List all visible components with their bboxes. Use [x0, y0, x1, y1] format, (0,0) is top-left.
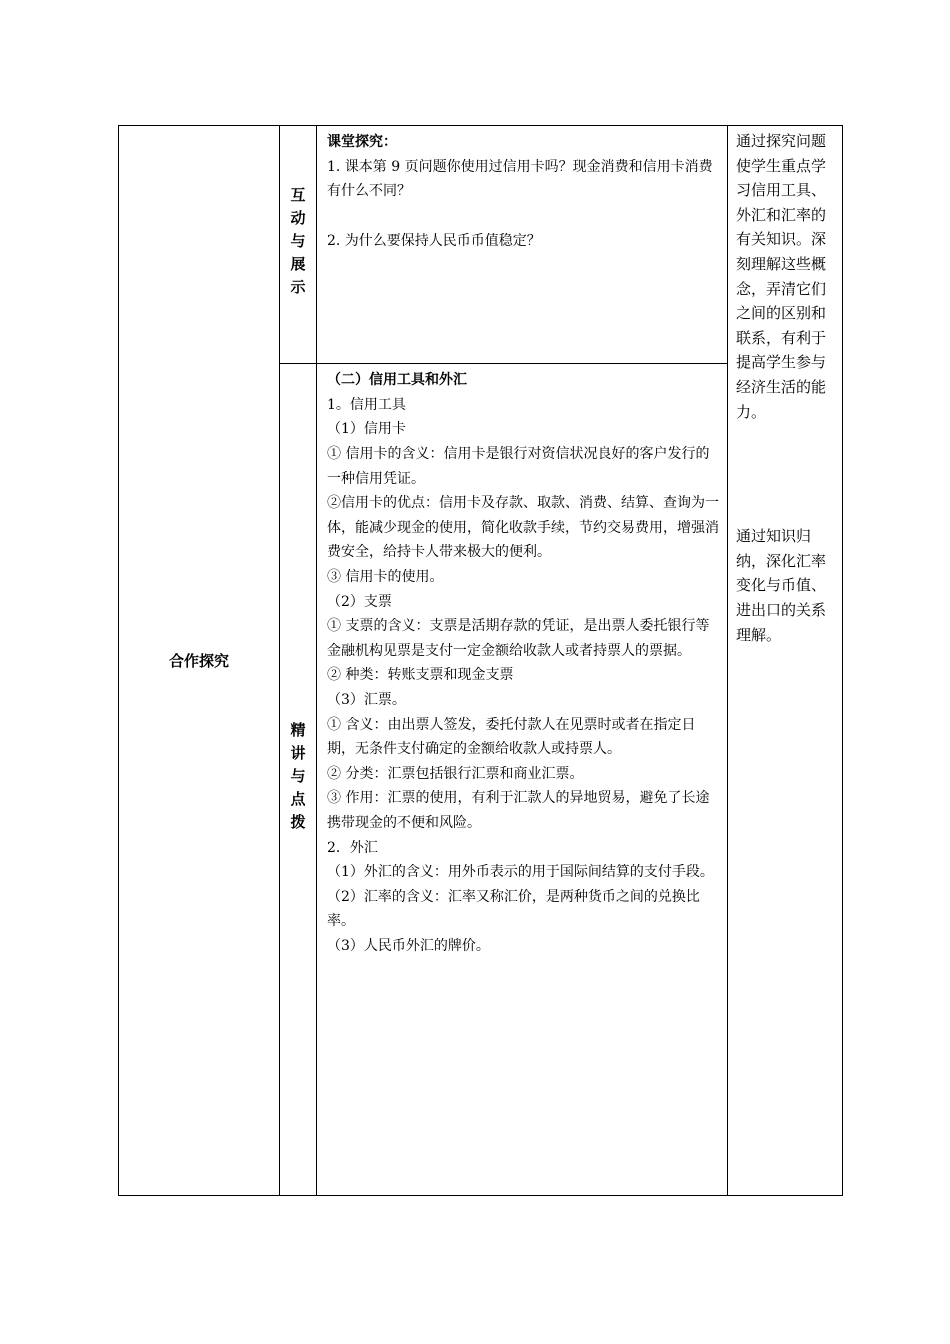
- list-item: （1）信用卡: [327, 421, 406, 438]
- list-item: 2．外汇: [327, 839, 378, 856]
- list-item: （2）支票: [327, 593, 392, 610]
- spacer: [327, 204, 721, 229]
- label-cell-interaction: [280, 126, 317, 364]
- question-1: 1. 课本第 9 页问题你使用过信用卡吗？现金消费和信用卡消费有什么不同？: [327, 158, 713, 200]
- list-item: （3）人民币外汇的牌价。: [327, 937, 490, 954]
- table-row-interaction: [119, 126, 843, 364]
- notes-cell: [728, 126, 843, 1196]
- spacer: [736, 424, 838, 524]
- list-item: 1。信用工具: [327, 396, 406, 413]
- list-item: ③ 信用卡的使用。: [327, 568, 444, 585]
- design-note-2: 通过知识归纳，深化汇率变化与币值、进出口的关系理解。: [736, 527, 827, 644]
- section-title: 合作探究: [168, 652, 229, 670]
- content-cell-explanation: [317, 364, 728, 1196]
- list-item: （1）外汇的含义：用外币表示的用于国际间结算的支付手段。: [327, 864, 714, 881]
- list-item: （2）汇率的含义：汇率又称汇价，是两种货币之间的兑换比率。: [327, 888, 700, 930]
- row-label-explanation: 精讲与点拨: [288, 722, 307, 838]
- label-cell-explanation: [280, 364, 317, 1196]
- list-item: ② 分类：汇票包括银行汇票和商业汇票。: [327, 765, 584, 782]
- list-item: ① 信用卡的含义：信用卡是银行对资信状况良好的客户发行的一种信用凭证。: [327, 446, 710, 487]
- section-cell: [119, 126, 280, 1196]
- list-item: ① 含义：由出票人签发，委托付款人在见票时或者在指定日期，无条件支付确定的金额给收款人或持票人。: [327, 716, 696, 758]
- list-item: ②信用卡的优点：信用卡及存款、取款、消费、结算、查询为一体，能减少现金的使用，简化收款手续，节约交易费用，增强消费安全，给持卡人带来极大的便利。: [327, 495, 719, 561]
- list-item: （3）汇票。: [327, 691, 406, 708]
- lesson-plan-table: [118, 125, 843, 1196]
- list-item: ① 支票的含义：支票是活期存款的凭证，是出票人委托银行等金融机构见票是支付一定金额给收款人或者持票人的票据。: [327, 618, 710, 659]
- design-note-1: 通过探究问题使学生重点学习信用工具、外汇和汇率的有关知识。深刻理解这些概念，弄清它们之间的区别和联系，有利于提高学生参与经济生活的能力。: [736, 132, 827, 421]
- content-cell-interaction: [317, 126, 728, 364]
- row-label-interaction: 互动与展示: [288, 187, 307, 303]
- classroom-inquiry-heading: 课堂探究：: [327, 134, 397, 150]
- list-item: ② 种类：转账支票和现金支票: [327, 667, 514, 684]
- credit-and-forex-heading: （二）信用工具和外汇: [327, 372, 467, 389]
- question-2: 2. 为什么要保持人民币币值稳定？: [327, 232, 541, 249]
- list-item: ③ 作用：汇票的使用，有利于汇款人的异地贸易，避免了长途携带现金的不便和风险。: [327, 790, 710, 831]
